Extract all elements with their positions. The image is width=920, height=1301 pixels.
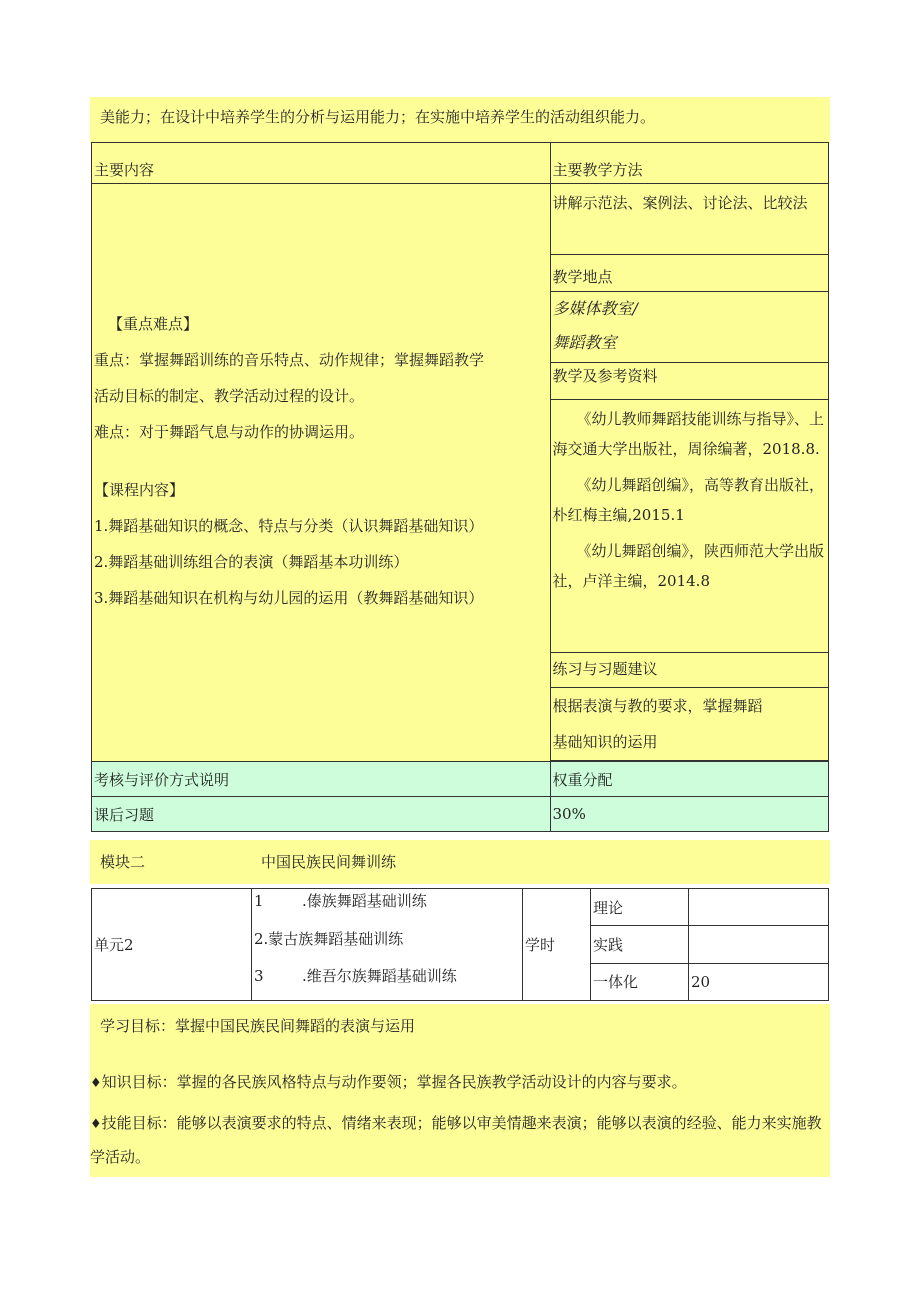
course-content-item-3: 3.舞蹈基础知识在机构与幼儿园的运用（教舞蹈基础知识） — [94, 589, 484, 607]
practice-hours-label-cell: 实践 — [591, 926, 689, 963]
module-title: 中国民族民间舞训练 — [261, 853, 397, 871]
unit-item-3-number: 3 — [254, 967, 264, 985]
location-line-1: 多媒体教室/ — [552, 299, 638, 318]
unit-item-1-number: 1 — [254, 892, 264, 910]
intro-band — [90, 97, 830, 143]
bullet-icon: ♦ — [90, 1076, 102, 1091]
difficulty-line: 难点：对于舞蹈气息与动作的协调运用。 — [94, 423, 365, 441]
main-content-cell — [92, 184, 551, 762]
location-value-cell — [550, 292, 829, 363]
main-content-header: 主要内容 — [92, 143, 551, 184]
reference-1: 《幼儿教师舞蹈技能训练与指导》、上海交通大学出版社，周徐编著，2018.8. — [552, 410, 825, 458]
hours-label-cell: 学时 — [523, 889, 591, 1001]
key-point-line-1: 重点：掌握舞蹈训练的音乐特点、动作规律；掌握舞蹈教学 — [94, 351, 485, 369]
assessment-label-cell: 考核与评价方式说明 — [92, 762, 551, 797]
course-content-item-1: 1.舞蹈基础知识的概念、特点与分类（认识舞蹈基础知识） — [94, 517, 484, 535]
knowledge-goal: ♦知识目标：掌握的各民族风格特点与动作要领；掌握各民族教学活动设计的内容与要求。 — [90, 1073, 687, 1091]
unit-label-cell: 单元2 — [92, 889, 252, 1001]
location-line-2: 舞蹈教室 — [552, 333, 617, 352]
weight-label-cell: 权重分配 — [550, 762, 829, 797]
teaching-method-header: 主要教学方法 — [550, 143, 829, 184]
course-content-table — [91, 142, 829, 832]
unit-items-cell — [252, 889, 523, 1001]
bullet-icon: ♦ — [90, 1117, 102, 1132]
course-content-item-2: 2.舞蹈基础训练组合的表演（舞蹈基本功训练） — [94, 553, 409, 571]
practice-line-1: 根据表演与教的要求，掌握舞蹈 — [552, 697, 763, 715]
homework-label-cell: 课后习题 — [92, 797, 551, 832]
skill-goal: ♦技能目标：能够以表演要求的特点、情绪来表现；能够以审美情趣来表演；能够以表演的经验、能力来实施教学活动。 — [90, 1114, 822, 1166]
reference-2: 《幼儿舞蹈创编》，高等教育出版社，朴红梅主编,2015.1 — [552, 476, 825, 524]
unit-item-1-text: .傣族舞蹈基础训练 — [302, 892, 427, 910]
unit-table — [91, 888, 829, 1001]
goals-section — [90, 1004, 830, 1177]
key-point-line-2: 活动目标的制定、教学活动过程的设计。 — [94, 387, 365, 405]
practice-label-cell: 练习与习题建议 — [550, 653, 829, 688]
practice-line-2: 基础知识的运用 — [552, 733, 658, 751]
module-band — [90, 840, 830, 884]
module-label: 模块二 — [100, 853, 146, 871]
practice-suggestion-cell — [550, 688, 829, 761]
location-label-cell: 教学地点 — [550, 255, 829, 292]
references-label-cell: 教学及参考资料 — [550, 363, 829, 400]
teaching-methods-cell: 讲解示范法、案例法、讨论法、比较法 — [550, 184, 829, 255]
learning-goal: 学习目标：掌握中国民族民间舞蹈的表演与运用 — [100, 1017, 416, 1035]
integrated-label-cell: 一体化 — [591, 963, 689, 1000]
key-points-title: 【重点难点】 — [108, 315, 199, 333]
integrated-value-cell: 20 — [689, 963, 829, 1000]
homework-weight-cell: 30% — [550, 797, 829, 832]
theory-value-cell — [689, 889, 829, 926]
unit-item-2: 2.蒙古族舞蹈基础训练 — [254, 930, 404, 948]
intro-text: 美能力；在设计中培养学生的分析与运用能力；在实施中培养学生的活动组织能力。 — [100, 108, 656, 126]
practice-hours-value-cell — [689, 926, 829, 963]
references-cell — [550, 400, 829, 653]
theory-label-cell: 理论 — [591, 889, 689, 926]
reference-3: 《幼儿舞蹈创编》，陕西师范大学出版社，卢洋主编，2014.8 — [552, 542, 825, 590]
unit-item-3-text: .维吾尔族舞蹈基础训练 — [302, 967, 457, 985]
course-content-title: 【课程内容】 — [94, 481, 185, 499]
